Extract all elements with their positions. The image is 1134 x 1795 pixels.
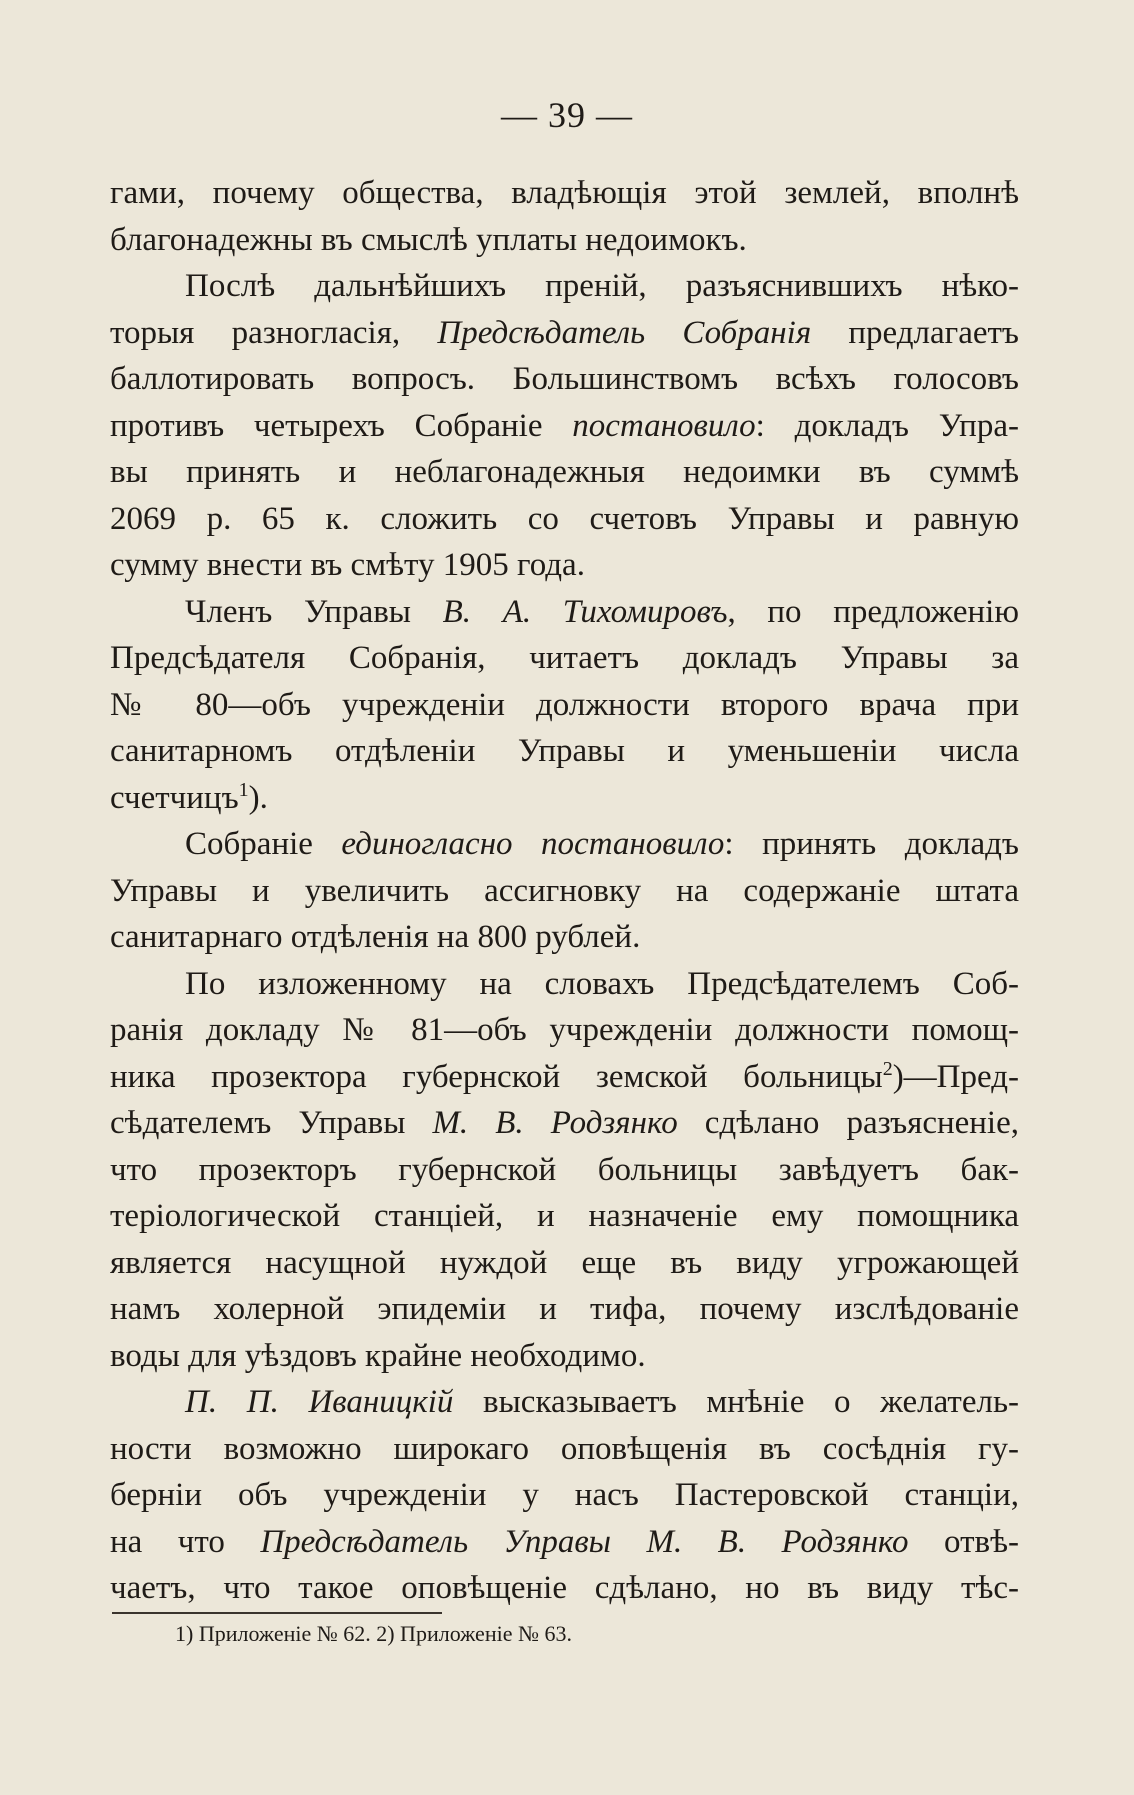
page-number: — 39 —: [501, 95, 633, 135]
text-line: [110, 1007, 1019, 1054]
text-segment: санитарномъ отдѣленіи Управы и уменьшеніи числа: [110, 733, 1019, 769]
italic-name: П. П. Иваницкій: [185, 1384, 454, 1420]
text-line: [110, 496, 1019, 543]
text-segment: высказываетъ мнѣніе о желатель-: [453, 1384, 1019, 1420]
text-line: [110, 1565, 1019, 1612]
text-line: [110, 1193, 1019, 1240]
text-line: [110, 914, 1019, 961]
text-segment: сѣдателемъ Управы: [110, 1105, 433, 1141]
text-line: [110, 1472, 1019, 1519]
text-line: [110, 1100, 1019, 1147]
text-line: [110, 356, 1019, 403]
text-line: [110, 728, 1019, 775]
text-line: [110, 217, 1019, 264]
text-segment: Предсѣдателя Собранія, читаетъ докладъ Управы за: [110, 640, 1019, 676]
text-line: [110, 1286, 1019, 1333]
text-line: [110, 263, 1019, 310]
footnote-reference: 2: [882, 1057, 893, 1080]
text-line: [110, 961, 1019, 1008]
text-segment: ности возможно широкаго оповѣщенія въ сосѣднія гу-: [110, 1430, 1019, 1467]
text-line: [110, 1240, 1019, 1287]
text-segment: является насущной нуждой еще въ виду угрожающей: [110, 1244, 1019, 1281]
text-segment: 2069 р. 65 к. сложить со счетовъ Управы и равную: [110, 500, 1019, 537]
body-text: [110, 170, 1019, 1612]
text-segment: противъ четырехъ Собраніе: [110, 407, 573, 444]
text-segment: ника прозектора губернской земской больницы: [110, 1058, 883, 1095]
text-line: [110, 682, 1019, 729]
text-line: [110, 542, 1019, 589]
text-line: [110, 589, 1019, 636]
italic-name: Предсѣдатель Собранія: [437, 314, 812, 351]
text-segment: По изложенному на словахъ Предсѣдателемъ Соб-: [185, 965, 1019, 1002]
text-segment: Собраніе: [185, 826, 342, 862]
footnote-reference: 1: [238, 778, 249, 801]
text-line: [110, 635, 1019, 682]
text-line: [110, 449, 1019, 496]
text-segment: : принять докладъ: [724, 826, 1019, 862]
text-line: [110, 310, 1019, 357]
text-segment: : докладъ Упра-: [755, 407, 1019, 444]
text-line: [110, 1333, 1019, 1380]
text-segment: отвѣ-: [908, 1523, 1019, 1560]
footnote-divider: [112, 1612, 442, 1614]
italic-name: В. А. Тихомировъ: [442, 593, 728, 630]
text-line: [110, 1054, 1019, 1101]
text-segment: , по предложенію: [727, 593, 1019, 630]
text-segment: Послѣ дальнѣйшихъ преній, разъяснившихъ нѣко-: [185, 268, 1019, 304]
text-segment: воды для уѣздовъ крайне необходимо.: [110, 1337, 646, 1374]
text-segment: намъ холерной эпидеміи и тифа, почему изслѣдованіе: [110, 1291, 1019, 1327]
text-segment: предлагаетъ: [811, 314, 1019, 351]
text-segment: баллотировать вопросъ. Большинствомъ всѣхъ голосовъ: [110, 361, 1019, 397]
text-segment: сдѣлано разъясненіе,: [677, 1105, 1019, 1141]
text-segment: Управы и увеличить ассигновку на содержаніе штата: [110, 872, 1019, 909]
text-segment: ).: [248, 779, 268, 816]
footnotes: 1) Приложеніе № 62. 2) Приложеніе № 63.: [175, 1621, 572, 1646]
text-line: [110, 868, 1019, 915]
text-segment: торыя разногласія,: [110, 314, 438, 351]
text-segment: теріологической станціей, и назначеніе ему помощника: [110, 1198, 1019, 1234]
text-line: [110, 775, 1019, 822]
text-line: [110, 1519, 1019, 1566]
text-segment: )—Пред-: [892, 1058, 1019, 1095]
text-segment: счетчицъ: [110, 779, 239, 816]
italic-name: Предсѣдатель Управы М. В. Родзянко: [260, 1523, 909, 1560]
text-segment: вы принять и неблагонадежныя недоимки въ суммѣ: [110, 454, 1019, 490]
text-segment: на что: [110, 1523, 261, 1560]
text-line: [110, 1147, 1019, 1194]
italic-name: единогласно постановило: [341, 826, 725, 862]
text-segment: № 80—объ учрежденіи должности второго врача при: [110, 686, 1019, 723]
text-segment: чаетъ, что такое оповѣщеніе сдѣлано, но въ виду тѣс-: [110, 1570, 1019, 1606]
text-segment: гами, почему общества, владѣющія этой землей, вполнѣ: [110, 175, 1019, 211]
text-line: [110, 821, 1019, 868]
text-segment: берніи объ учрежденіи у насъ Пастеровской станціи,: [110, 1477, 1019, 1513]
text-line: [110, 1426, 1019, 1473]
text-line: [110, 403, 1019, 450]
text-segment: ранія докладу № 81—объ учрежденіи должности помощ-: [110, 1012, 1019, 1048]
italic-name: М. В. Родзянко: [432, 1105, 678, 1141]
text-segment: что прозекторъ губернской больницы завѣдуетъ бак-: [110, 1151, 1019, 1188]
text-line: [110, 1379, 1019, 1426]
text-line: [110, 170, 1019, 217]
text-segment: санитарнаго отдѣленія на 800 рублей.: [110, 919, 641, 955]
text-segment: Членъ Управы: [185, 593, 443, 630]
text-segment: сумму внести въ смѣту 1905 года.: [110, 547, 585, 583]
text-segment: благонадежны въ смыслѣ уплаты недоимокъ.: [110, 221, 747, 258]
italic-name: постановило: [572, 407, 756, 444]
